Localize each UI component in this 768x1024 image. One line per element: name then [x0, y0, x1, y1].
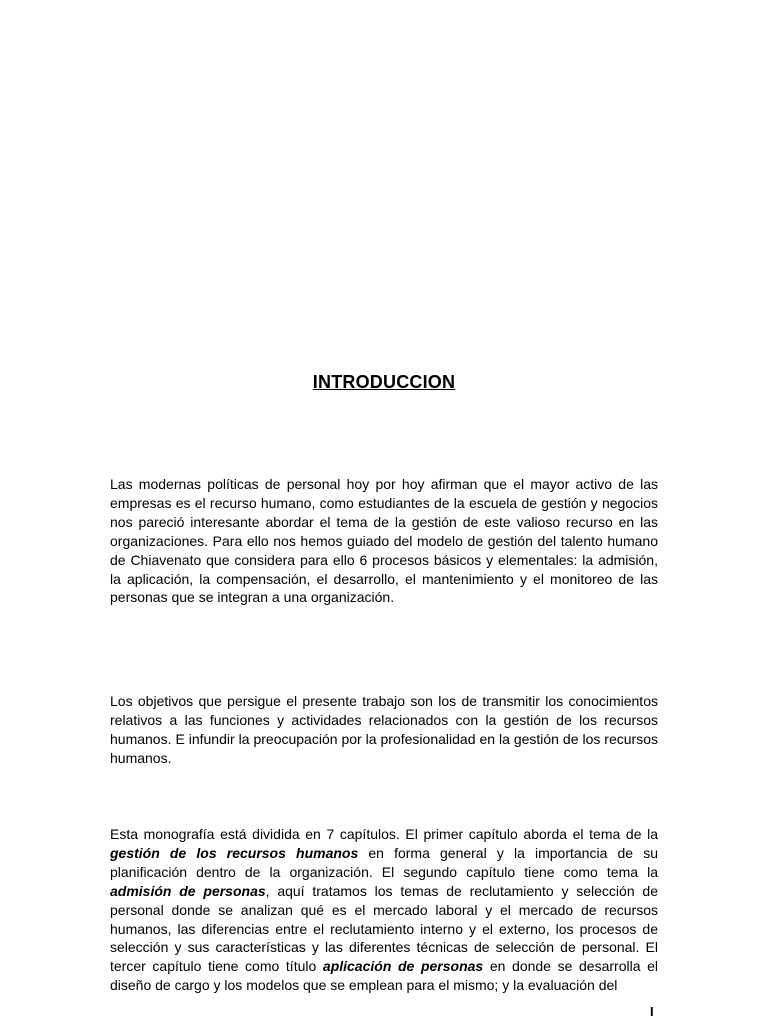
page-number: I	[650, 1004, 654, 1019]
page-title: INTRODUCCION	[312, 372, 456, 392]
text-segment: en donde se desarrolla el diseño de cargo y los modelos que se emplean para el mismo; y la evaluación del	[110, 958, 659, 994]
paragraph-objectives: Los objetivos que persigue el presente trabajo son los de transmitir los conocimientos relativos a las funciones y actividades relacionados con la gestión de los recursos humanos. E infundir la preocupación por la profesionalidad en la gestión de los recursos humanos.	[110, 693, 658, 766]
paragraph-structure	[110, 825, 658, 995]
text-segment: Esta monografía está dividida en 7 capítulos. El primer capítulo aborda el tema de la	[110, 826, 658, 842]
text-segment: , aquí tratamos los temas de reclutamiento y selección de personal donde se analizan qué es el mercado laboral y el mercado de recursos humanos, las diferencias entre el reclutamiento interno y el externo, los procesos de selección y sus características y las diferentes técnicas de selección de personal. El tercer capítulo tiene como título	[110, 882, 658, 975]
paragraph-intro: Las modernas políticas de personal hoy por hoy afirman que el mayor activo de las empresas es el recurso humano, como estudiantes de la escuela de gestión y negocios nos pareció interesante abordar el tema de la gestión de este valioso recurso en las organizaciones. Para ello nos hemos guiado del modelo de gestión del talento humano de Chiavenato que considera para ello 6 procesos básicos y elementales: la admisión, la aplicación, la compensación, el desarrollo, el mantenimiento y el monitoreo de las personas que se integran a una organización.	[110, 476, 658, 606]
text-segment: en forma general y la importancia de su planificación dentro de la organización. El segundo capítulo tiene como tema la	[110, 844, 658, 880]
emphasis-text: admisión de personas	[110, 882, 266, 899]
emphasis-text: aplicación de personas	[322, 958, 484, 975]
emphasis-text: gestión de los recursos humanos	[110, 844, 359, 861]
